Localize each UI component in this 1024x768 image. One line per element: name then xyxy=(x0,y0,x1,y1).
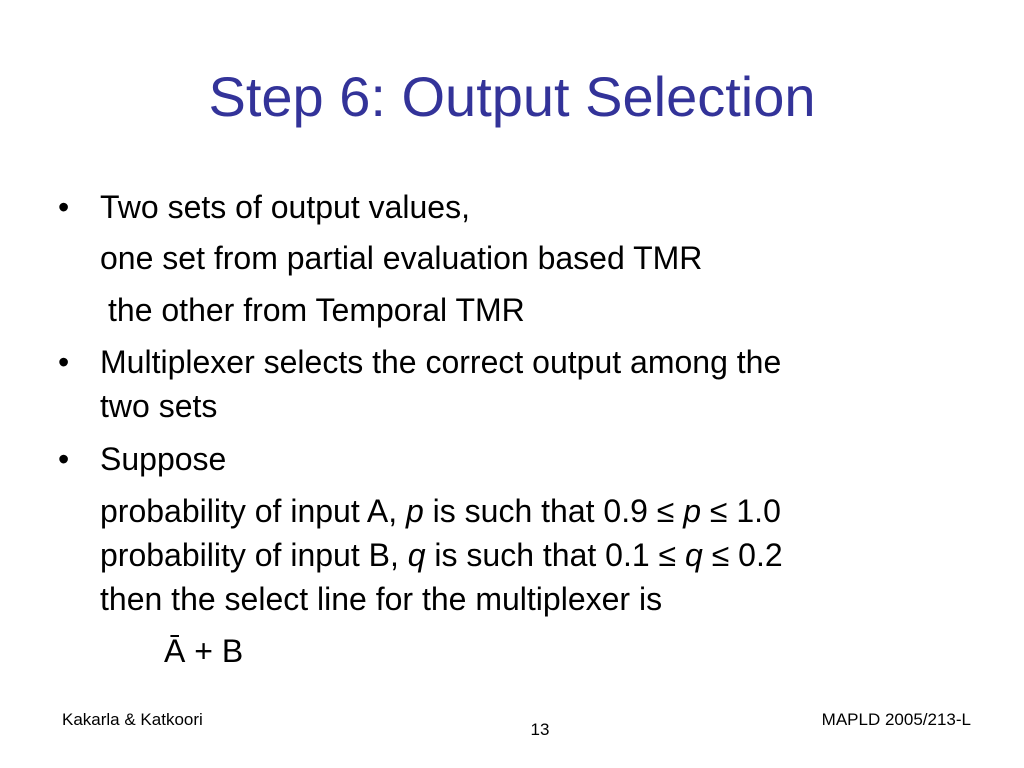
condition-line-c: then the select line for the multiplexer is xyxy=(100,581,663,617)
condition-a-suffix: ≤ 1.0 xyxy=(701,493,781,529)
slide-title: Step 6: Output Selection xyxy=(208,65,816,128)
bullet-3-line-1: Suppose xyxy=(100,441,227,477)
footer-conference: MAPLD 2005/213-L xyxy=(821,710,971,729)
select-expression: Ā + B xyxy=(164,633,244,669)
page-number: 13 xyxy=(530,720,550,739)
bullet-marker: • xyxy=(58,189,70,225)
condition-line-a xyxy=(100,491,781,531)
footer-authors: Kakarla & Katkoori xyxy=(62,710,203,729)
condition-b-prefix: probability of input B, xyxy=(100,537,408,573)
bullet-1-line-1: Two sets of output values, xyxy=(100,189,470,225)
condition-b-mid: is such that 0.1 ≤ xyxy=(425,537,685,573)
condition-a-prefix: probability of input A, xyxy=(100,493,406,529)
bullet-2-line-2: two sets xyxy=(100,388,218,424)
var-p: p xyxy=(683,493,702,529)
condition-b-suffix: ≤ 0.2 xyxy=(702,537,783,573)
var-q: q xyxy=(685,537,703,573)
condition-line-b xyxy=(100,535,783,575)
var-q: q xyxy=(407,537,426,573)
bullet-marker: • xyxy=(58,441,70,477)
bullet-1-line-3: the other from Temporal TMR xyxy=(108,292,525,328)
condition-a-mid: is such that 0.9 ≤ xyxy=(423,493,684,529)
bullet-2-line-1: Multiplexer selects the correct output among the xyxy=(100,344,782,380)
var-p: p xyxy=(405,493,424,529)
bullet-1-line-2: one set from partial evaluation based TMR xyxy=(100,240,703,276)
bullet-marker: • xyxy=(58,344,70,380)
